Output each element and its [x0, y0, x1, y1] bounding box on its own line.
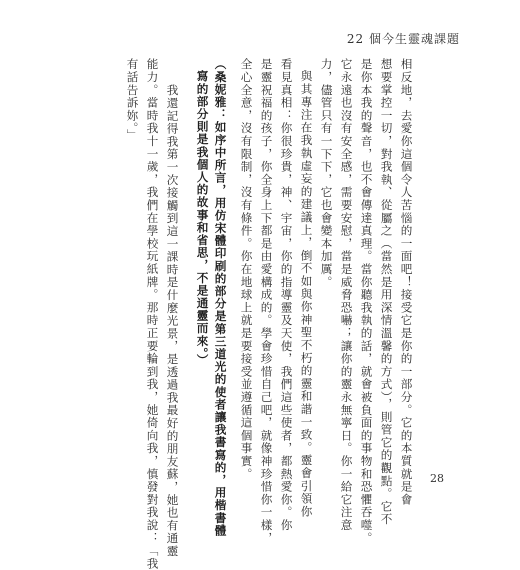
text-column-1: 相反地，去愛你這個令人苦惱的一面吧！接受它是你的一部分。它的本質就是會: [399, 58, 414, 506]
text-column-9: 全心全意，沒有限制，沒有條件。你在地球上就是要接受並遵循這個事實。: [239, 58, 254, 481]
text-column-7: 看見真相：你很珍貴，神、宇宙，你的指導靈及天使，我們這些使者，都熱愛你。你: [279, 58, 294, 532]
text-column-10: 我還記得我第一次接觸到這一課時是什麼光景，是透過我最好的朋友蘇，她也有通靈: [165, 84, 180, 558]
author-note-line-1: （桑妮雅：如序中所言，用仿宋體印刷的部分是第三道光的使者讓我書寫的，用楷書體: [213, 58, 228, 537]
text-column-11: 能力。當時我十一歲，我們在學校玩紙牌。那時正要輪到我，她倚向我，慎發對我說：「我: [145, 58, 160, 570]
text-column-3: 是你本我的聲音，也不會傳達真理。當你聽我執的話，就會被負面的事物和恐懼吞噬。: [359, 58, 374, 545]
text-column-4: 它永遠也沒有安全感，需要安慰，當是威脅恐嚇；讓你的靈永無寧日。你一給它注意: [339, 58, 354, 532]
text-column-6: 與其專注在我執虛妄的建議上，倒不如與你神聖不朽的靈和諧一致。靈會引領你: [299, 70, 314, 518]
author-note-line-2: 寫的部分則是我個人的故事和省思，不是通靈而來。）: [195, 70, 210, 367]
text-column-12: 有話告訴妳。」: [125, 58, 140, 142]
text-column-5: 力，儘管只有一下下，它也會變本加厲。: [319, 58, 334, 289]
page-number: 28: [430, 472, 444, 485]
running-head: 22 個今生靈魂課題: [346, 32, 460, 46]
text-column-8: 是靈祝福的孩子，你全身上下都是由愛構成的。學會珍惜自己吧，就像神珍惜你一樣，: [259, 58, 274, 545]
text-column-2: 想要掌控一切，對我執、從屬之（當然是用深情溫馨的方式），則管它的觀點。它不: [379, 58, 394, 526]
